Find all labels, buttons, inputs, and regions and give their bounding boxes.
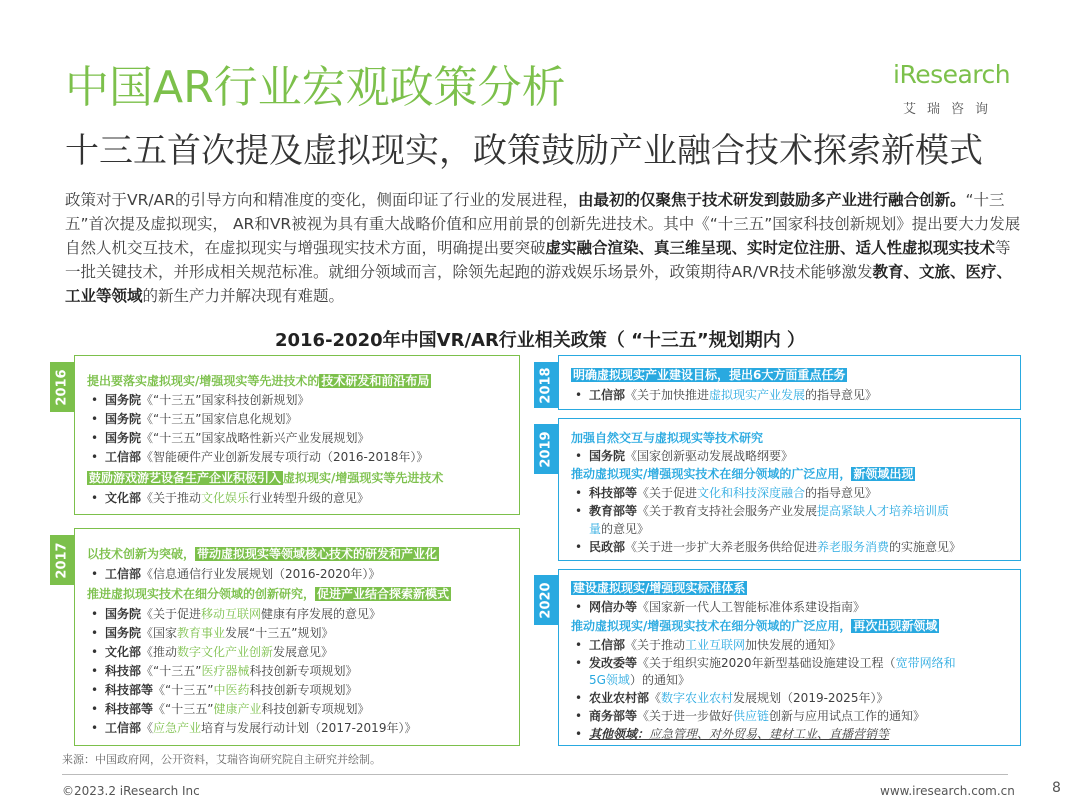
panel-2016-heading-1: 提出要落实虚拟现实/增强现实等先进技术的 技术研发和前沿布局 <box>87 374 430 388</box>
policy-row: • 工信部《信息通信行业发展规划（2016-2020年）》 <box>91 567 381 581</box>
year-badge-2020: 2020 <box>534 575 558 625</box>
policy-row: • 科技部《“十三五”医疗器械科技创新专项规划》 <box>91 664 358 678</box>
website-link[interactable]: www.iresearch.com.cn <box>880 784 1015 798</box>
policy-panel-2018 <box>558 355 1021 410</box>
intro-paragraph <box>65 188 1025 308</box>
policy-row: • 工信部《智能硬件产业创新发展专项行动（2016-2018年）》 <box>91 450 429 464</box>
panel-2016-heading-2: 鼓励游戏游艺设备生产企业积极引入 虚拟现实/增强现实等先进技术 <box>89 471 444 485</box>
panel-2017-heading-1: 以技术创新为突破， 带动虚拟现实等领域核心技术的研发和产业化 <box>87 547 438 561</box>
policy-row: • 工信部《关于推动工业互联网加快发展的通知》 <box>575 638 842 652</box>
policy-row: • 文化部《推动数字文化产业创新发展意见》 <box>91 645 334 659</box>
policy-panel-2019 <box>558 418 1021 561</box>
iresearch-logo <box>893 60 1023 120</box>
year-badge-2017: 2017 <box>50 535 74 585</box>
policy-row: • 网信办等《国家新一代人工智能标准体系建设指南》 <box>575 600 866 614</box>
policy-row: • 国务院《关于促进移动互联网健康有序发展的意见》 <box>91 607 382 621</box>
policy-row: • 科技部等《“十三五”健康产业科技创新专项规划》 <box>91 702 370 716</box>
policy-panel-2020 <box>558 569 1021 746</box>
policy-row-other: • 其他领域：应急管理、对外贸易、建材工业、直播营销等 <box>575 727 890 741</box>
policy-row: • 国务院《国家教育事业发展“十三五”规划》 <box>91 626 334 640</box>
policy-row-wrap: 5G领域）的通知》 <box>589 673 690 687</box>
intro-text-1: 政策对于VR/AR的引导方向和精准度的变化，侧面印证了行业的发展进程， <box>65 191 578 209</box>
page-number: 8 <box>1052 780 1061 796</box>
intro-bold-2: 虚实融合渲染、真三维呈现、实时定位注册、适人性虚拟现实技术 <box>545 239 996 257</box>
intro-bold-1: 由最初的仅聚焦于技术研发到鼓励多产业进行融合创新。 <box>577 191 966 209</box>
table-title: 2016-2020年中国VR/AR行业相关政策（ “十三五”规划期内 ） <box>274 330 805 351</box>
policy-row: • 工信部《应急产业培育与发展行动计划（2017-2019年）》 <box>91 721 417 735</box>
intro-text-2: “十三五”首次提及虚拟现实， AR和VR被视为具有重大战略价值和应用前景的创新先进技术。其中《“十三五”国家科技创新规划》提出要大力发展自然人机交互技术，在虚拟现实与增强现实技术方面，明确提出要突破 <box>65 191 1021 257</box>
logo-text: iResearch <box>893 60 1011 89</box>
policy-row: • 科技部等《关于促进文化和科技深度融合的指导意见》 <box>575 486 878 500</box>
logo-subtext: 艾瑞咨询 <box>903 102 1000 117</box>
source-note: 来源：中国政府网，公开资料，艾瑞咨询研究院自主研究并绘制。 <box>62 753 381 766</box>
policy-panel-2017 <box>74 528 520 746</box>
policy-row: • 文化部《关于推动文化娱乐行业转型升级的意见》 <box>91 491 370 505</box>
copyright: ©2023.2 iResearch Inc <box>62 784 200 798</box>
year-badge-2018: 2018 <box>534 362 558 408</box>
policy-row: • 民政部《关于进一步扩大养老服务供给促进养老服务消费的实施意见》 <box>575 540 962 554</box>
panel-2019-heading-2: 推动虚拟现实/增强现实技术在细分领域的广泛应用， 新领域出现 <box>571 467 914 481</box>
panel-2020-heading-2: 推动虚拟现实/增强现实技术在细分领域的广泛应用， 再次出现新领域 <box>571 619 938 633</box>
panel-2019-heading-1: 加强自然交互与虚拟现实等技术研究 <box>571 431 764 445</box>
panel-2020-heading-1: 建设虚拟现实/增强现实标准体系 <box>573 581 746 595</box>
year-badge-2019: 2019 <box>534 424 558 474</box>
policy-row: • 教育部等《关于教育支持社会服务产业发展提高紧缺人才培养培训质 <box>575 504 950 518</box>
policy-row: • 国务院《“十三五”国家信息化规划》 <box>91 412 298 426</box>
page-title: 中国AR行业宏观政策分析 <box>65 62 566 113</box>
year-badge-2016: 2016 <box>50 362 74 412</box>
intro-text-4: 的新生产力并解决现有难题。 <box>142 287 345 305</box>
policy-row: • 国务院《“十三五”国家战略性新兴产业发展规划》 <box>91 431 370 445</box>
page-subtitle: 十三五首次提及虚拟现实，政策鼓励产业融合技术探索新模式 <box>65 131 983 171</box>
intro-text-3: 等一批关键技术，并形成相关规范标准。就细分领域而言，除领先起跑的游戏娱乐场景外，政策期待AR/VR技术能够激发 <box>65 239 1011 281</box>
policy-row: • 商务部等《关于进一步做好供应链创新与应用试点工作的通知》 <box>575 709 926 723</box>
policy-row: • 科技部等《“十三五”中医药科技创新专项规划》 <box>91 683 358 697</box>
policy-row-wrap: 量的意见》 <box>589 522 650 536</box>
policy-row: • 国务院《国家创新驱动发展战略纲要》 <box>575 449 794 463</box>
intro-bold-3: 教育、文旅、医疗、工业等领域 <box>65 263 1012 305</box>
policy-row: • 农业农村部《数字农业农村发展规划（2019-2025年）》 <box>575 691 889 705</box>
footer-divider <box>62 774 1008 775</box>
policy-row: • 国务院《“十三五”国家科技创新规划》 <box>91 393 310 407</box>
panel-2018-heading: 明确虚拟现实产业建设目标，提出6大方面重点任务 <box>573 368 846 382</box>
policy-panel-2016 <box>74 355 520 515</box>
policy-row: • 工信部《关于加快推进虚拟现实产业发展的指导意见》 <box>575 388 878 402</box>
policy-row: • 发改委等《关于组织实施2020年新型基础设施建设工程（宽带网络和 <box>575 656 956 670</box>
panel-2017-heading-2: 推进虚拟现实技术在细分领域的创新研究， 促进产业结合探索新模式 <box>87 587 450 601</box>
